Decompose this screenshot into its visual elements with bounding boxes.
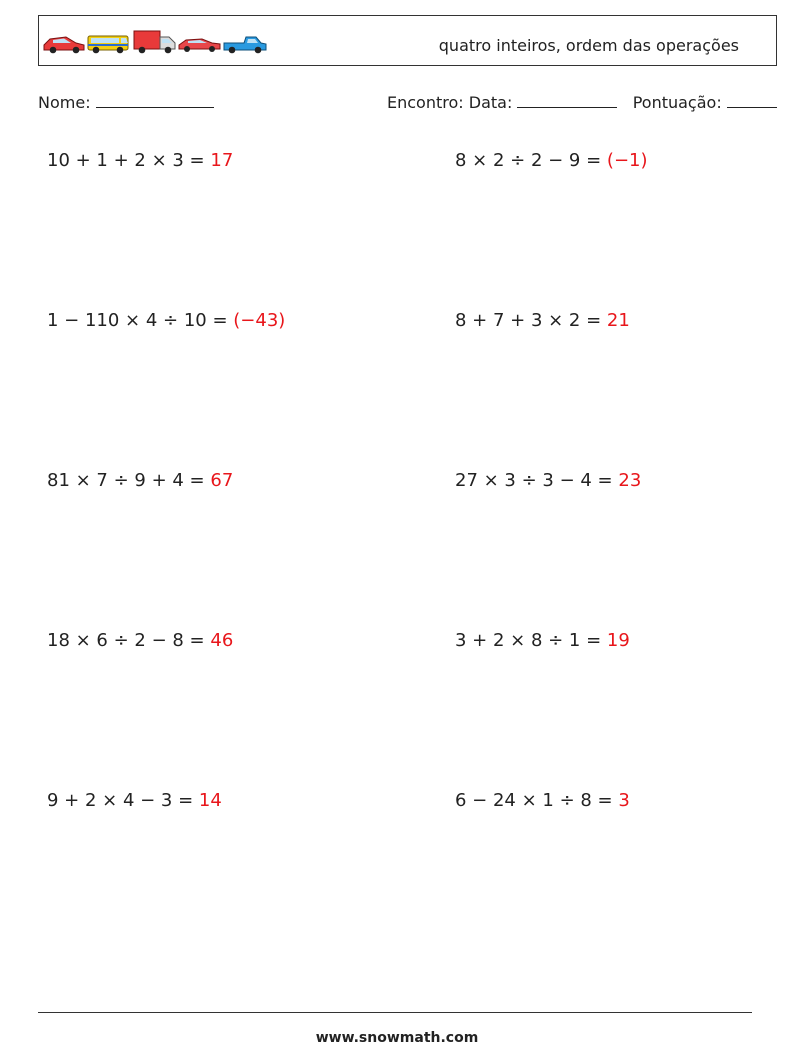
problem-answer: 19 xyxy=(606,630,630,651)
red-car-icon xyxy=(44,37,84,53)
date-label: Data: xyxy=(468,93,513,112)
red-truck-icon xyxy=(134,31,175,53)
blue-pickup-icon xyxy=(224,37,266,53)
problem-answer: 23 xyxy=(618,470,642,491)
problem-expression: 10 + 1 + 2 × 3 = xyxy=(47,150,211,171)
problem-expression: 9 + 2 × 4 − 3 = xyxy=(47,790,199,811)
problem-answer: 67 xyxy=(210,470,234,491)
name-blank[interactable] xyxy=(96,93,214,108)
problem-expression: 81 × 7 ÷ 9 + 4 = xyxy=(47,470,211,491)
problem-4 xyxy=(455,310,630,331)
header-box xyxy=(38,15,777,66)
problem-5 xyxy=(47,470,233,491)
problem-expression: 18 × 6 ÷ 2 − 8 = xyxy=(47,630,211,651)
problem-expression: 8 × 2 ÷ 2 − 9 = xyxy=(455,150,607,171)
problem-6 xyxy=(455,470,641,491)
problem-answer: 3 xyxy=(618,790,630,811)
yellow-van-icon xyxy=(88,36,128,53)
worksheet-title: quatro inteiros, ordem das operações xyxy=(438,36,739,55)
date-blank[interactable] xyxy=(517,93,617,108)
problem-answer: 46 xyxy=(210,630,234,651)
problem-expression: 3 + 2 × 8 ÷ 1 = xyxy=(455,630,607,651)
problem-expression: 27 × 3 ÷ 3 − 4 = xyxy=(455,470,619,491)
problem-8 xyxy=(455,630,630,651)
problem-9 xyxy=(47,790,222,811)
problem-7 xyxy=(47,630,233,651)
vehicle-strip xyxy=(42,29,270,57)
problem-answer: (−43) xyxy=(233,310,286,331)
problem-expression: 6 − 24 × 1 ÷ 8 = xyxy=(455,790,619,811)
encounter-field xyxy=(387,93,777,112)
footer-url[interactable]: www.snowmath.com xyxy=(315,1030,479,1046)
score-label: Pontuação: xyxy=(632,93,722,112)
problem-expression: 1 − 110 × 4 ÷ 10 = xyxy=(47,310,234,331)
problem-10 xyxy=(455,790,630,811)
vehicle-icons xyxy=(42,29,270,57)
name-label: Nome: xyxy=(38,93,91,112)
score-blank[interactable] xyxy=(727,93,777,108)
encounter-label: Encontro: xyxy=(387,93,464,112)
footer-divider xyxy=(38,1012,752,1013)
problem-3 xyxy=(47,310,285,331)
problem-answer: (−1) xyxy=(606,150,648,171)
problem-expression: 8 + 7 + 3 × 2 = xyxy=(455,310,607,331)
problem-answer: 17 xyxy=(210,150,234,171)
problem-answer: 21 xyxy=(606,310,630,331)
name-field xyxy=(38,93,214,112)
problem-answer: 14 xyxy=(198,790,222,811)
problem-1 xyxy=(47,150,233,171)
problem-2 xyxy=(455,150,648,171)
red-sedan-icon xyxy=(179,39,220,52)
